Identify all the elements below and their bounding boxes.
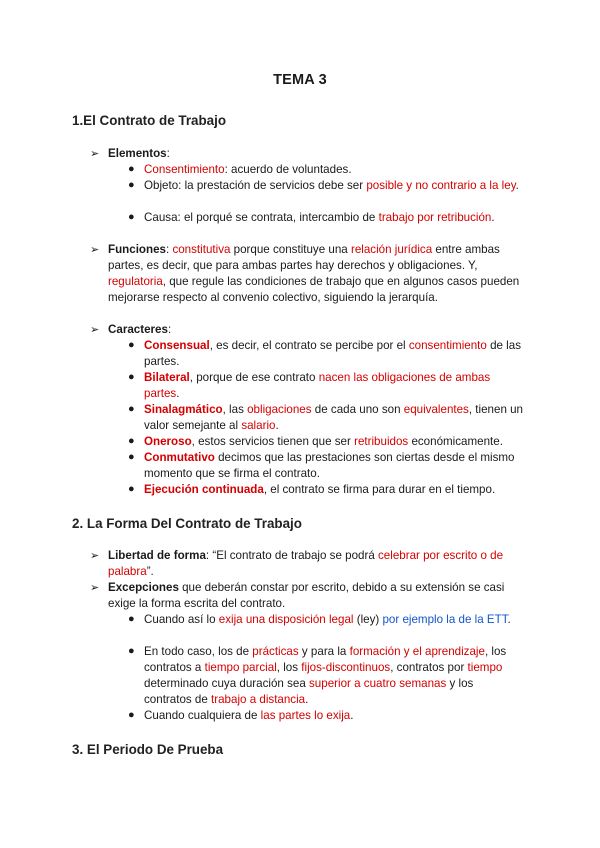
- caracteres-item: ➢ Caracteres:: [90, 323, 172, 336]
- caracter-oneroso: ● Oneroso, estos servicios tienen que ser retribuidos económicamente.: [128, 435, 503, 448]
- dot-bullet-icon: ●: [128, 451, 135, 463]
- excepcion-disposicion-legal: ● Cuando así lo exija una disposición legal (ley) por ejemplo la de la ETT.: [128, 613, 511, 626]
- section-1-heading: 1.El Contrato de Trabajo: [72, 113, 227, 128]
- excepciones-item: ➢ Excepciones que deberán constar por escrito, debido a su extensión se casi exige la forma escrita del contrato.: [90, 581, 505, 610]
- caracter-bilateral: ● Bilateral, porque de ese contrato nacen las obligaciones de ambas partes.: [128, 371, 491, 400]
- caracter-sinalagmatico: ● Sinalagmático, las obligaciones de cada uno son equivalentes, tienen un valor semejante al salario.: [128, 403, 524, 432]
- arrow-bullet-icon: ➢: [90, 324, 100, 336]
- arrow-bullet-icon: ➢: [90, 244, 100, 256]
- arrow-bullet-icon: ➢: [90, 550, 100, 562]
- dot-bullet-icon: ●: [128, 211, 135, 223]
- elementos-item: ➢ Elementos:: [90, 147, 170, 160]
- arrow-bullet-icon: ➢: [90, 148, 100, 160]
- dot-bullet-icon: ●: [128, 339, 135, 351]
- dot-bullet-icon: ●: [128, 179, 135, 191]
- caracter-conmutativo: ● Conmutativo decimos que las prestaciones son ciertas desde el mismo momento que se firma el contrato.: [128, 451, 515, 480]
- funciones-item: ➢ Funciones: constitutiva porque constituye una relación jurídica entre ambas partes, es decir, que para ambas partes hay derechos y obligaciones. Y, regulatoria, que regule las condiciones de trabajo que en algunos casos pueden mejorarse respecto al convenio colectivo, siguiendo la jerarquía.: [90, 243, 520, 304]
- dot-bullet-icon: ●: [128, 709, 135, 721]
- elementos-objeto: ● Objeto: la prestación de servicios debe ser posible y no contrario a la ley.: [128, 179, 519, 192]
- excepcion-en-todo-caso: ● En todo caso, los de prácticas y para la formación y el aprendizaje, los contratos a tiempo parcial, los fijos-discontinuos, contratos por tiempo determinado cuya duración sea superior a cuatro semanas y los contratos de trabajo a distancia.: [128, 645, 507, 706]
- dot-bullet-icon: ●: [128, 163, 135, 175]
- section-3-heading: 3. El Periodo De Prueba: [72, 742, 224, 757]
- caracter-consensual: ● Consensual, es decir, el contrato se percibe por el consentimiento de las partes.: [128, 339, 522, 368]
- dot-bullet-icon: ●: [128, 371, 135, 383]
- elementos-consentimiento: ● Consentimiento: acuerdo de voluntades.: [128, 163, 352, 176]
- dot-bullet-icon: ●: [128, 645, 135, 657]
- page-title: TEMA 3: [273, 72, 327, 88]
- dot-bullet-icon: ●: [128, 435, 135, 447]
- elementos-causa: ● Causa: el porqué se contrata, intercambio de trabajo por retribución.: [128, 211, 495, 224]
- dot-bullet-icon: ●: [128, 613, 135, 625]
- excepcion-partes-lo-exija: ● Cuando cualquiera de las partes lo exija.: [128, 709, 354, 722]
- libertad-de-forma-item: ➢ Libertad de forma: “El contrato de trabajo se podrá celebrar por escrito o de palabra”.: [90, 549, 504, 578]
- dot-bullet-icon: ●: [128, 483, 135, 495]
- section-2-heading: 2. La Forma Del Contrato de Trabajo: [72, 516, 302, 531]
- arrow-bullet-icon: ➢: [90, 582, 100, 594]
- dot-bullet-icon: ●: [128, 403, 135, 415]
- caracter-ejecucion-continuada: ● Ejecución continuada, el contrato se firma para durar en el tiempo.: [128, 483, 496, 496]
